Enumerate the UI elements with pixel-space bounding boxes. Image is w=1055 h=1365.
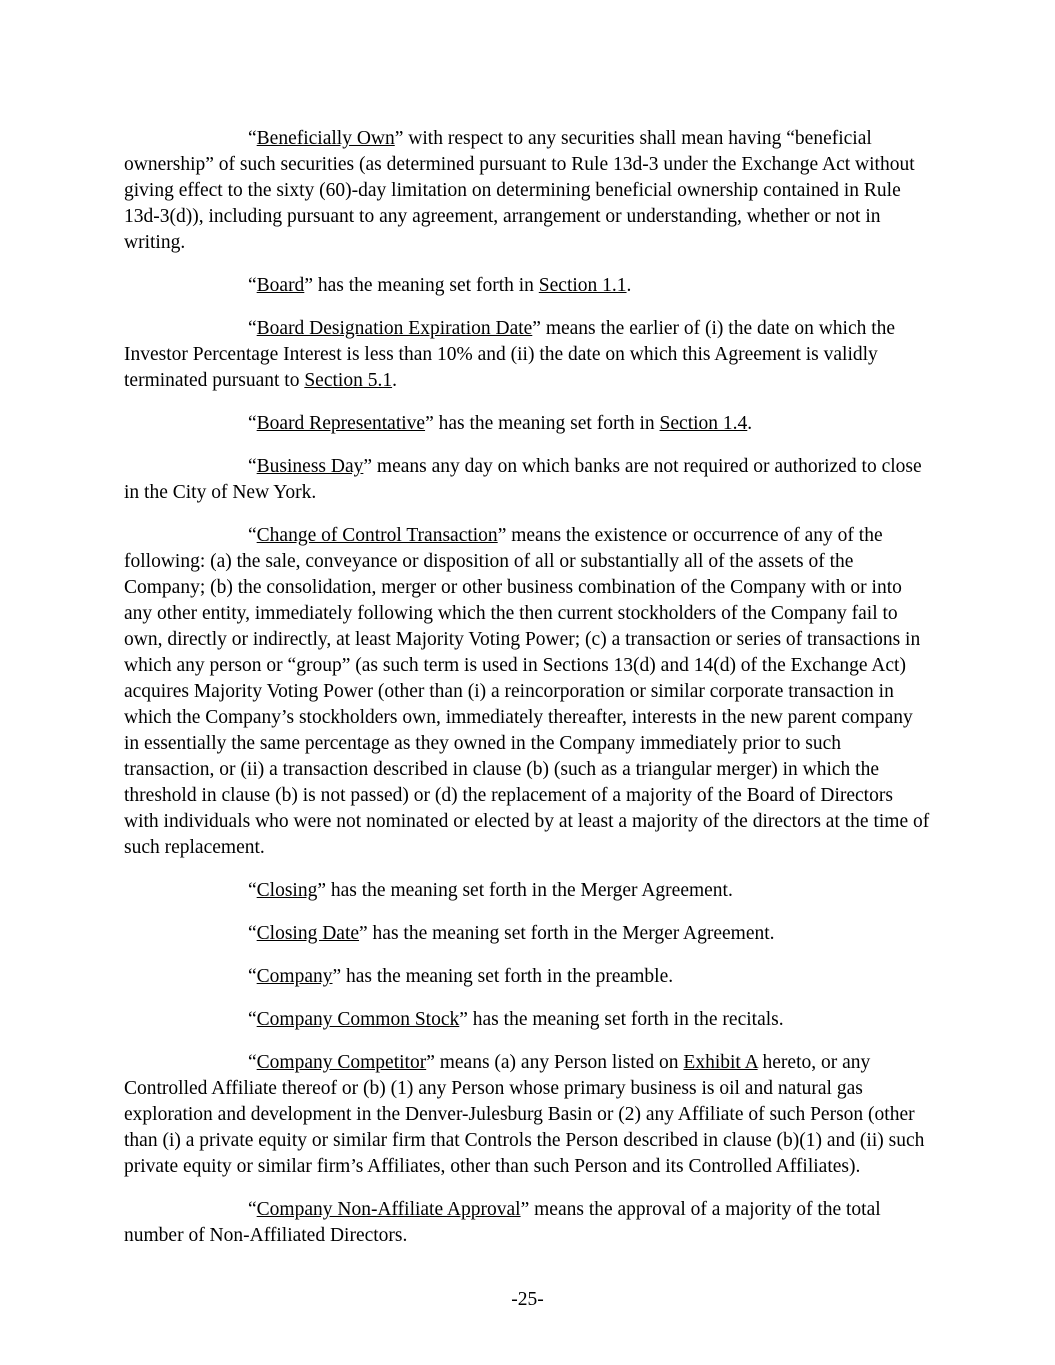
defined-term: Company Common Stock (256, 1009, 460, 1030)
paragraph-text: ” has the meaning set forth in the preamble. (332, 966, 674, 987)
paragraph (124, 921, 930, 947)
paragraph-text: “ (248, 1199, 257, 1220)
paragraph-text: “ (248, 880, 257, 901)
defined-term: Exhibit A (683, 1052, 758, 1073)
paragraph-text: . (626, 275, 632, 296)
paragraph-text: “ (248, 1052, 257, 1073)
defined-term: Beneficially Own (256, 128, 395, 149)
defined-term: Section 1.4 (659, 413, 748, 434)
paragraph-text: ” has the meaning set forth in the Merger Agreement. (359, 923, 775, 944)
defined-term: Section 5.1 (304, 370, 393, 391)
paragraph-text: ” has the meaning set forth in (304, 275, 539, 296)
paragraph-text: “ (248, 128, 257, 149)
defined-term: Closing (256, 880, 318, 901)
defined-term: Company Competitor (256, 1052, 427, 1073)
defined-term: Closing Date (256, 923, 360, 944)
defined-term: Board (256, 275, 305, 296)
defined-term: Company Non-Affiliate Approval (256, 1199, 521, 1220)
paragraph-text: “ (248, 275, 257, 296)
document-body (124, 126, 930, 1249)
paragraph-text: “ (248, 966, 257, 987)
paragraph (124, 1007, 930, 1033)
paragraph-text: ” has the meaning set forth in the Merger Agreement. (317, 880, 733, 901)
paragraph-text: ” means (a) any Person listed on (426, 1052, 684, 1073)
paragraph-text: “ (248, 456, 257, 477)
defined-term: Change of Control Transaction (256, 525, 498, 546)
paragraph-text: hereto, or any Controlled Affiliate thereof or (b) (1) any Person whose primary business is oil and natural gas exploration and development in the Denver-Julesburg Basin or (2) any Affiliate of such Person (other than (i) a private equity or similar firm that Controls the Person described in clause (b)(1) and (ii) such private equity or similar firm’s Affiliates, other than such Person and its Controlled Affiliates). (124, 1052, 925, 1177)
paragraph-text: ” means the approval of a majority of the total number of Non-Affiliated Directors. (124, 1199, 881, 1246)
paragraph-text: ” with respect to any securities shall mean having “beneficial ownership” of such securities (as determined pursuant to Rule 13d-3 under the Exchange Act without giving effect to the sixty (60)-day limitation on determining beneficial ownership contained in Rule 13d-3(d)), including pursuant to any agreement, arrangement or understanding, whether or not in writing. (124, 128, 915, 253)
paragraph (124, 1197, 930, 1249)
paragraph (124, 878, 930, 904)
defined-term: Business Day (256, 456, 364, 477)
defined-term: Board Designation Expiration Date (256, 318, 533, 339)
paragraph-text: “ (248, 1009, 257, 1030)
paragraph (124, 964, 930, 990)
paragraph-text: . (747, 413, 753, 434)
paragraph-text: ” means the earlier of (i) the date on which the Investor Percentage Interest is less than 10% and (ii) the date on which this Agreement is validly terminated pursuant to (124, 318, 896, 391)
paragraph-text: . (392, 370, 397, 391)
page-number: -25- (511, 1289, 544, 1310)
paragraph (124, 316, 930, 394)
paragraph-text: “ (248, 413, 257, 434)
paragraph (124, 126, 930, 256)
defined-term: Company (256, 966, 333, 987)
paragraph (124, 523, 930, 861)
paragraph-text: ” means any day on which banks are not required or authorized to close in the City of New York. (124, 456, 922, 503)
paragraph-text: ” has the meaning set forth in (425, 413, 660, 434)
paragraph-text: ” has the meaning set forth in the recitals. (459, 1009, 784, 1030)
defined-term: Section 1.1 (538, 275, 627, 296)
paragraph-text: “ (248, 318, 257, 339)
paragraph (124, 454, 930, 506)
paragraph (124, 1050, 930, 1180)
paragraph (124, 411, 930, 437)
paragraph (124, 273, 930, 299)
paragraph-text: “ (248, 923, 257, 944)
paragraph-text: “ (248, 525, 257, 546)
defined-term: Board Representative (256, 413, 426, 434)
paragraph-text: ” means the existence or occurrence of any of the following: (a) the sale, conveyance or disposition of all or substantially all of the assets of the Company; (b) the consolidation, merger or other business combination of the Company with or into any other entity, immediately following which the then current stockholders of the Company fail to own, directly or indirectly, at least Majority Voting Power; (c) a transaction or series of transactions in which any person or “group” (as such term is used in Sections 13(d) and 14(d) of the Exchange Act) acquires Majority Voting Power (other than (i) a reincorporation or similar corporate transaction in which the Company’s stockholders own, immediately thereafter, interests in the new parent company in essentially the same percentage as they owned in the Company immediately prior to such transaction, or (ii) a transaction described in clause (b) (such as a triangular merger) in which the threshold in clause (b) is not passed) or (d) the replacement of a majority of the Board of Directors with individuals who were not nominated or elected by at least a majority of the directors at the time of such replacement. (124, 525, 930, 858)
